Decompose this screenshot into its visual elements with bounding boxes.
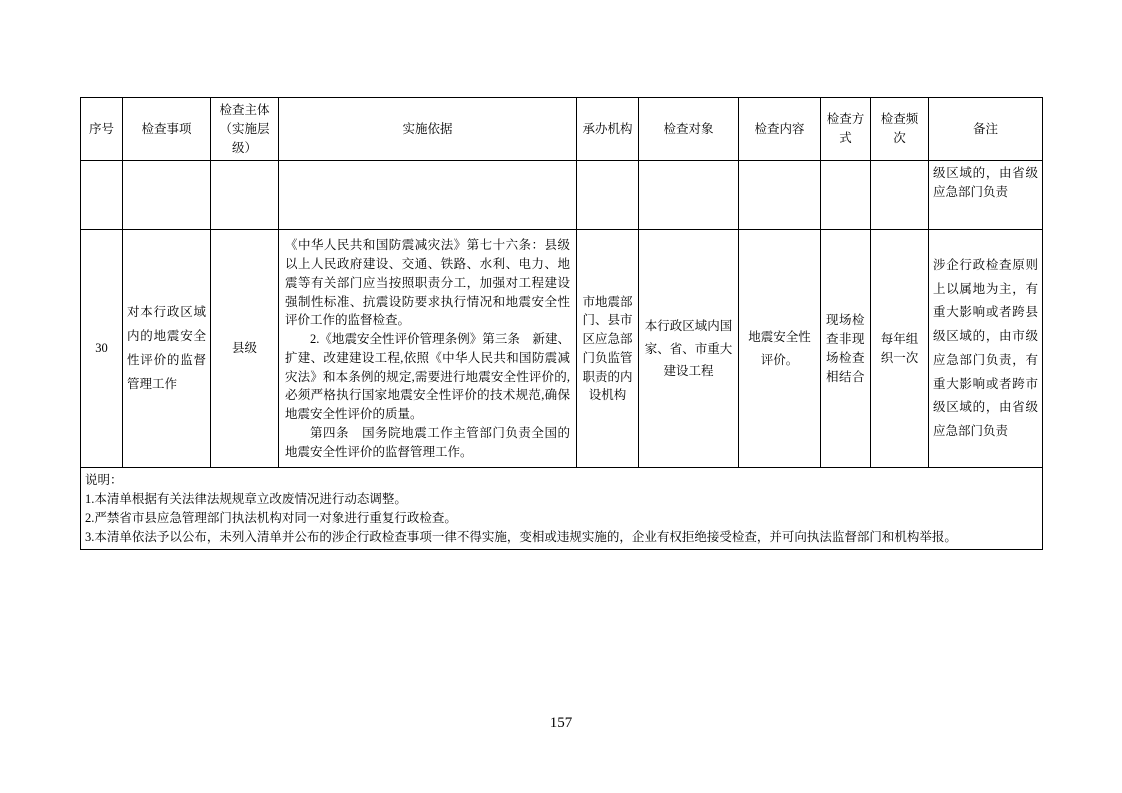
cell-basis bbox=[279, 161, 577, 230]
cell-organ bbox=[577, 161, 639, 230]
notes-title: 说明： bbox=[85, 473, 123, 488]
cell-content: 地震安全性评价。 bbox=[739, 230, 821, 468]
cell-frequency: 每年组织一次 bbox=[871, 230, 929, 468]
notes-cell bbox=[81, 468, 1043, 550]
page-number: 157 bbox=[549, 715, 573, 731]
table-notes-row bbox=[81, 468, 1043, 550]
header-method: 检查方式 bbox=[821, 98, 871, 161]
header-organ: 承办机构 bbox=[577, 98, 639, 161]
cell-matter: 对本行政区域内的地震安全性评价的监督管理工作 bbox=[123, 230, 211, 468]
cell-index: 30 bbox=[81, 230, 123, 468]
header-index: 序号 bbox=[81, 98, 123, 161]
header-basis: 实施依据 bbox=[279, 98, 577, 161]
basis-paragraph-3: 第四条 国务院地震工作主管部门负责全国的地震安全性评价的监督管理工作。 bbox=[285, 425, 570, 459]
header-matter: 检查事项 bbox=[123, 98, 211, 161]
cell-matter bbox=[123, 161, 211, 230]
note-item-1: 1.本清单根据有关法律法规规章立改废情况进行动态调整。 bbox=[85, 492, 407, 506]
header-object: 检查对象 bbox=[639, 98, 739, 161]
cell-frequency bbox=[871, 161, 929, 230]
basis-paragraph-1: 《中华人民共和国防震减灾法》第七十六条：县级以上人民政府建设、交通、铁路、水利、电力、地震等有关部门应当按照职责分工，加强对工程建设强制性标准、抗震设防要求执行情况和地震安全性评价工作的监督检查。 bbox=[285, 238, 570, 328]
note-item-3: 3.本清单依法予以公布，未列入清单并公布的涉企行政检查事项一律不得实施，变相或违规实施的，企业有权拒绝接受检查，并可向执法监督部门和机构举报。 bbox=[85, 529, 957, 544]
cell-organ: 市地震部门、县市区应急部门负监管职责的内设机构 bbox=[577, 230, 639, 468]
cell-object: 本行政区域内国家、省、市重大建设工程 bbox=[639, 230, 739, 468]
table-row bbox=[81, 161, 1043, 230]
note-item-2: 2.严禁省市县应急管理部门执法机构对同一对象进行重复行政检查。 bbox=[85, 510, 457, 525]
header-remark: 备注 bbox=[929, 98, 1043, 161]
basis-paragraph-2: 2.《地震安全性评价管理条例》第三条 新建、扩建、改建建设工程,依照《中华人民共和国防震减灾法》和本条例的规定,需要进行地震安全性评价的,必须严格执行国家地震安全性评价的技术规范,确保地震安全性评价的质量。 bbox=[285, 332, 570, 421]
cell-subject: 县级 bbox=[211, 230, 279, 468]
header-content: 检查内容 bbox=[739, 98, 821, 161]
cell-content bbox=[739, 161, 821, 230]
cell-method bbox=[821, 161, 871, 230]
cell-subject bbox=[211, 161, 279, 230]
inspection-list-table bbox=[80, 97, 1043, 550]
cell-index bbox=[81, 161, 123, 230]
cell-remark: 级区域的，由省级应急部门负责 bbox=[929, 161, 1043, 230]
header-frequency: 检查频次 bbox=[871, 98, 929, 161]
header-subject: 检查主体（实施层级） bbox=[211, 98, 279, 161]
table-header-row bbox=[81, 98, 1043, 161]
cell-basis bbox=[279, 230, 577, 468]
cell-method: 现场检查非现场检查相结合 bbox=[821, 230, 871, 468]
cell-remark: 涉企行政检查原则上以属地为主，有重大影响或者跨县级区域的，由市级应急部门负责，有重大影响或者跨市级区域的，由省级应急部门负责 bbox=[929, 230, 1043, 468]
table-row bbox=[81, 230, 1043, 468]
cell-object bbox=[639, 161, 739, 230]
